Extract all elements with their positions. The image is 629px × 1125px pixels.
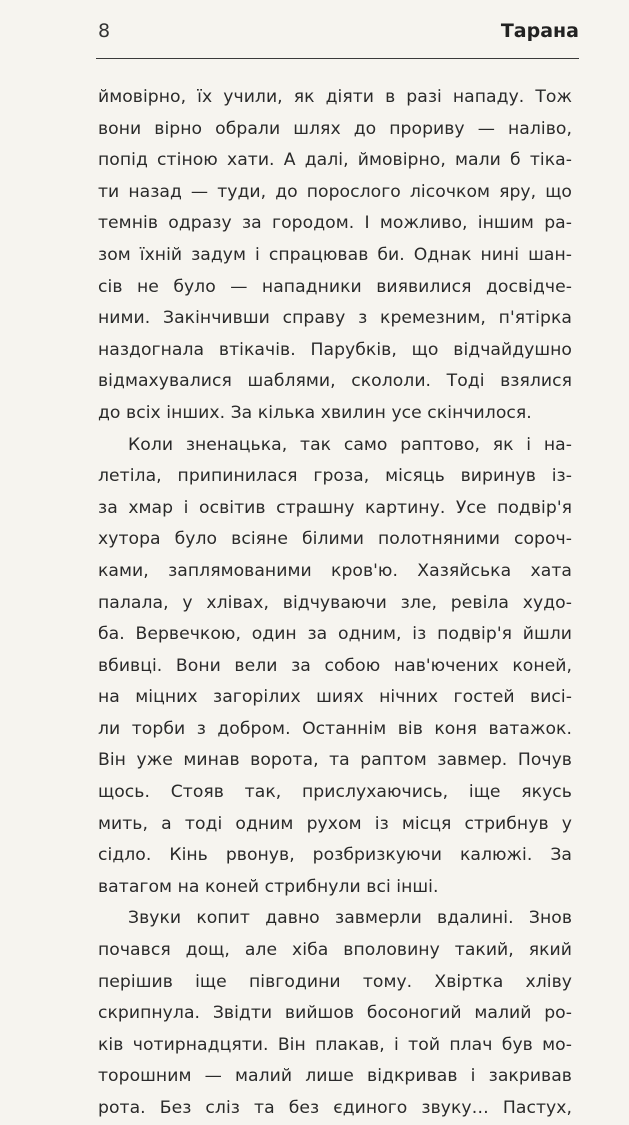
text-line: наздогнала втікачів. Парубків, що відчайдушно: [98, 339, 572, 360]
text-line: на міцних загорілих шиях нічних гостей висі-: [98, 687, 572, 708]
body-text: [98, 82, 572, 1125]
text-line: ними. Закінчивши справу з кремезним, п'ятірка: [98, 308, 572, 329]
text-line: перішив іще півгодини тому. Хвіртка хліву: [98, 971, 572, 992]
text-line: за хмар і освітив страшну картину. Усе подвір'я: [98, 497, 572, 518]
text-line: летіла, припинилася гроза, місяць виринув із-: [98, 466, 572, 487]
text-line: Коли зненацька, так само раптово, як і на-: [128, 434, 572, 455]
text-line: відмахувалися шаблями, скололи. Тоді взялися: [98, 371, 572, 392]
text-line: зом їхній задум і спрацював би. Однак нині шан-: [98, 244, 572, 265]
text-line: мить, а тоді одним рухом із місця стрибнув у: [98, 813, 572, 834]
text-line: вбивці. Вони вели за собою нав'ючених коней,: [98, 655, 572, 676]
text-line: ватагом на коней стрибнули всі інші.: [98, 876, 439, 897]
text-line: ба. Вервечкою, один за одним, із подвір'я йшли: [98, 624, 572, 645]
text-line: рота. Без сліз та без єдиного звуку… Пастух,: [98, 1098, 572, 1118]
text-line: почався дощ, але хіба вполовину такий, який: [98, 940, 572, 961]
text-line: палала, у хлівах, відчуваючи зле, ревіла худо-: [98, 592, 572, 613]
text-line: ти назад — туди, до порослого лісочком яру, що: [98, 181, 572, 202]
text-line: ймовірно, їх учили, як діяти в разі нападу. Тож: [98, 87, 572, 107]
text-line: попід стіною хати. А далі, ймовірно, мали б тіка-: [98, 150, 572, 171]
text-line: хутора було всіяне білими полотняними сороч-: [98, 529, 572, 550]
text-line: Звуки копит давно завмерли вдалині. Знов: [128, 908, 572, 929]
text-line: щось. Стояв так, прислухаючись, іще якусь: [98, 782, 572, 803]
text-line: темнів одразу за городом. І можливо, іншим ра-: [98, 213, 572, 234]
text-line: до всіх інших. За кілька хвилин усе скінчилося.: [98, 402, 532, 423]
text-line: сідло. Кінь рвонув, розбризкуючи калюжі. За: [98, 845, 572, 866]
text-line: Він уже минав ворота, та раптом завмер. Почув: [98, 750, 572, 771]
text-line: ли торби з добром. Останнім вів коня ватажок.: [98, 718, 572, 739]
text-line: вони вірно обрали шлях до прориву — наліво,: [98, 118, 572, 139]
page-number: 8: [98, 20, 111, 42]
text-line: ками, заплямованими кров'ю. Хазяйська хата: [98, 560, 572, 581]
text-line: скрипнула. Звідти вийшов босоногий малий ро-: [98, 1003, 572, 1024]
text-line: торошним — малий лише відкривав і закривав: [98, 1066, 572, 1087]
text-line: сів не було — нападники виявилися досвідче-: [98, 276, 572, 297]
text-line: ків чотирнадцяти. Він плакав, і той плач був мо-: [98, 1034, 572, 1055]
running-title: Тарана: [500, 20, 579, 42]
running-header: [96, 18, 579, 59]
